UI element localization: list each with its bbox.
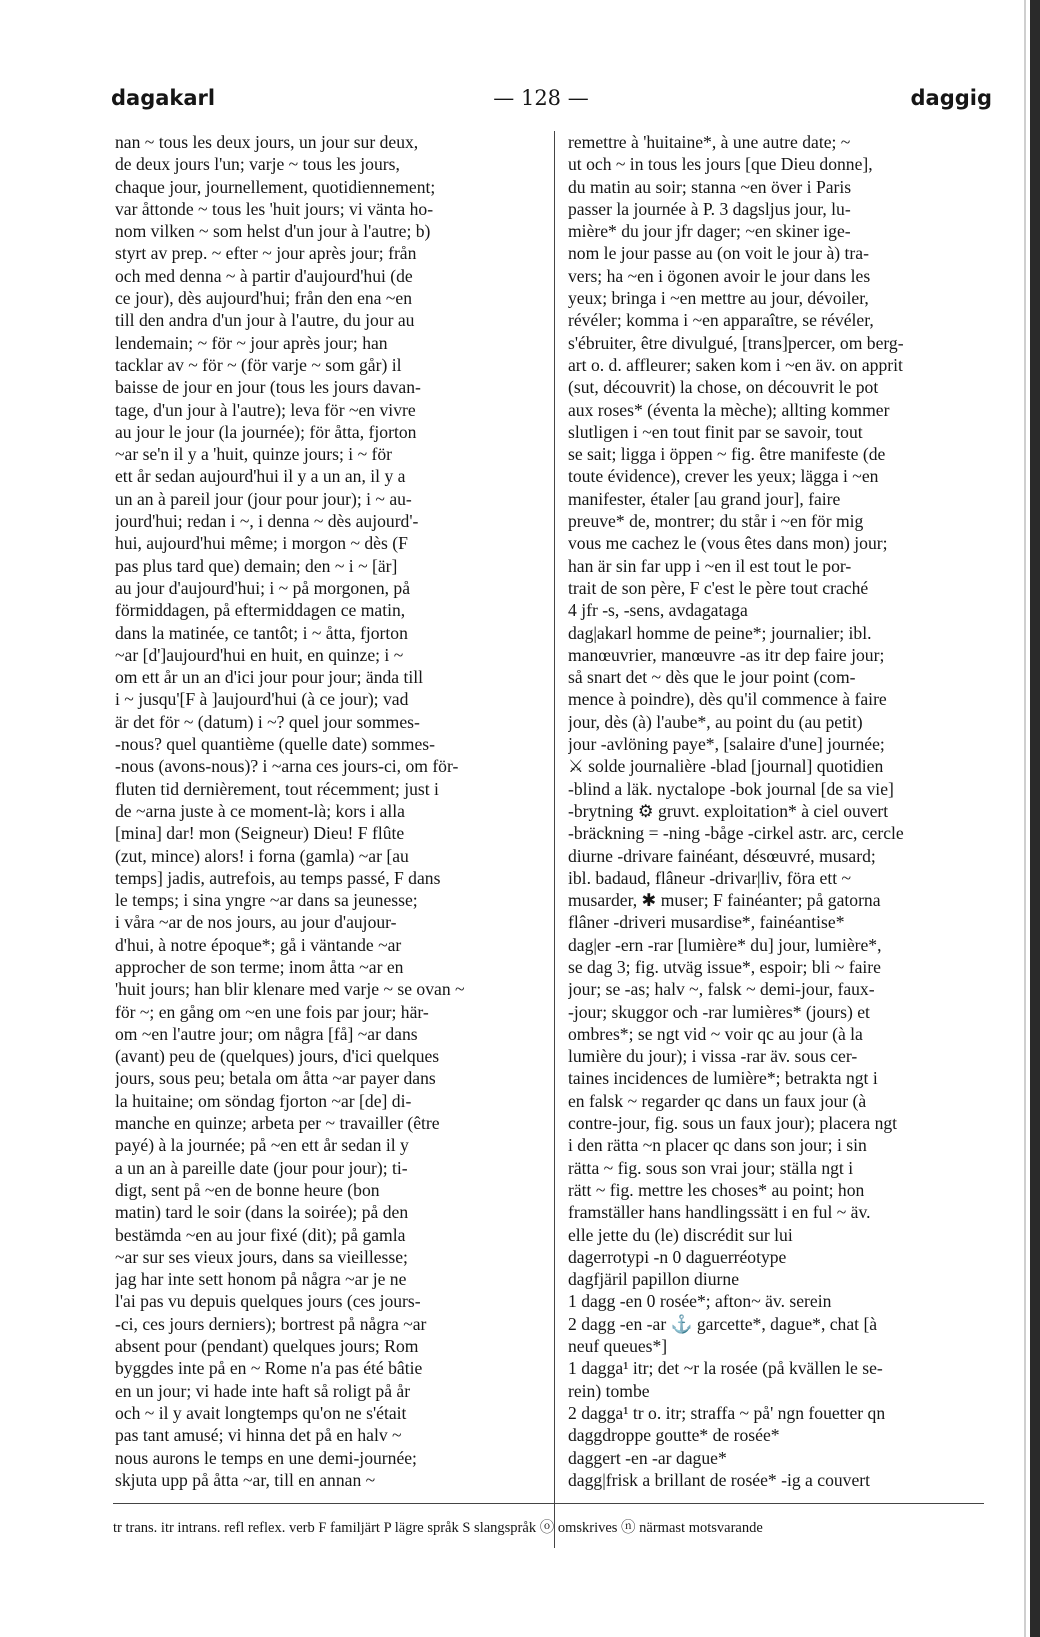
- dictionary-line: -brytning ⚙ gruvt. exploitation* à ciel ouvert: [568, 800, 889, 821]
- dictionary-line: mence à poindre), dès qu'il commence à faire: [568, 689, 887, 710]
- page-number: — 128 —: [493, 86, 589, 110]
- dictionary-line: och ~ il y avait longtemps qu'on ne s'était: [115, 1402, 407, 1423]
- dictionary-line: manifester, étaler [au grand jour], faire: [568, 488, 841, 509]
- dictionary-line: han är sin far upp i ~en il est tout le por-: [568, 555, 852, 576]
- dictionary-line: ombres*; se ngt vid ~ voir qc au jour (à la: [568, 1023, 863, 1044]
- dictionary-line: baisse de jour en jour (tous les jours davan-: [115, 377, 421, 398]
- dictionary-line: s'ébruiter, être divulgué, [trans]percer, om berg-: [568, 332, 904, 353]
- dictionary-line: framställer hans handlingssätt i en ful ~ äv.: [568, 1202, 871, 1223]
- dictionary-line: om ~en l'autre jour; om några [få] ~ar dans: [115, 1023, 418, 1044]
- dictionary-line: ~ar [d']aujourd'hui en huit, en quinze; i ~: [115, 644, 404, 665]
- footer-rule: [113, 1503, 984, 1504]
- dictionary-line: musarder, ✱ muser; F fainéanter; på gatorna: [568, 890, 881, 911]
- dictionary-line: till den andra d'un jour à l'autre, du jour au: [115, 310, 415, 331]
- dictionary-line: flâner -driveri musardise*, fainéantise*: [568, 912, 845, 933]
- dictionary-line: vers; ha ~en i ögonen avoir le jour dans les: [568, 265, 871, 286]
- dictionary-line: du matin au soir; stanna ~en över i Paris: [568, 176, 852, 197]
- dictionary-line: trait de son père, F c'est le père tout craché: [568, 577, 869, 598]
- dictionary-line: l'ai pas vu depuis quelques jours (ces jours-: [115, 1291, 421, 1312]
- dictionary-line: fluten tid dernièrement, tout récemment; just i: [115, 778, 439, 799]
- dictionary-line: i ~ jusqu'[F à ]aujourd'hui (à ce jour); vad: [115, 689, 409, 710]
- dictionary-line: 4 jfr -s, -sens, avdagataga: [568, 600, 748, 621]
- dictionary-line: jours, sous peu; betala om åtta ~ar payer dans: [115, 1068, 436, 1089]
- dictionary-line: dagg|frisk a brillant de rosée* -ig a couvert: [568, 1469, 871, 1490]
- dictionary-line: dagerrotypi -n 0 daguerréotype: [568, 1246, 787, 1267]
- dictionary-line: ⚔ solde journalière -blad [journal] quotidien: [568, 756, 884, 777]
- dictionary-line: om ett år un an d'ici jour pour jour; ända till: [115, 667, 424, 688]
- dictionary-line: dag|er -ern -rar [lumière* du] jour, lumière*,: [568, 934, 882, 955]
- dictionary-line: (avant) peu de (quelques) jours, d'ici quelques: [115, 1046, 440, 1067]
- dictionary-line: chaque jour, journellement, quotidiennement;: [115, 176, 436, 197]
- dictionary-line: hui, aujourd'hui même; i morgon ~ dès (F: [115, 533, 408, 554]
- dictionary-line: tage, d'un jour à l'autre); leva för ~en vivre: [115, 399, 416, 420]
- dictionary-line: och med denna ~ à partir d'aujourd'hui (de: [115, 265, 413, 286]
- dictionary-line: neuf queues*]: [568, 1336, 668, 1357]
- dictionary-line: jour -avlöning paye*, [salaire d'une] journée;: [568, 734, 885, 755]
- dictionary-line: révéler; komma i ~en apparaître, se révéler,: [568, 310, 874, 331]
- dictionary-line: (zut, mince) alors! i forna (gamla) ~ar [au: [115, 845, 409, 866]
- dictionary-line: daggert -en -ar dague*: [568, 1447, 727, 1468]
- dictionary-line: manœuvrier, manœuvre -as itr dep faire jour;: [568, 644, 885, 665]
- dictionary-line: le temps; i sina yngre ~ar dans sa jeunesse;: [115, 890, 418, 911]
- dictionary-line: un an à pareil jour (jour pour jour); i ~ au-: [115, 488, 412, 509]
- dictionary-line: nous aurons le temps en une demi-journée;: [115, 1447, 417, 1468]
- dictionary-line: remettre à 'huitaine*, à une autre date; ~: [568, 132, 851, 152]
- dictionary-line: rätta ~ fig. sous son vrai jour; ställa ngt i: [568, 1157, 854, 1178]
- dictionary-line: [mina] dar! mon (Seigneur) Dieu! F flûte: [115, 823, 405, 844]
- dictionary-line: nan ~ tous les deux jours, un jour sur deux,: [115, 132, 419, 152]
- dictionary-line: payé) à la journée; på ~en ett år sedan il y: [115, 1135, 409, 1156]
- dictionary-line: pas plus tard que) demain; den ~ i ~ [är]: [115, 555, 398, 576]
- dictionary-line: taines incidences de lumière*; betrakta ngt i: [568, 1068, 878, 1089]
- dictionary-line: ut och ~ in tous les jours [que Dieu donne],: [568, 154, 873, 175]
- dictionary-line: skjuta upp på åtta ~ar, till en annan ~: [115, 1469, 376, 1490]
- dictionary-line: contre-jour, fig. sous un faux jour); placera ngt: [568, 1113, 898, 1134]
- dictionary-line: digt, sent på ~en de bonne heure (bon: [115, 1179, 380, 1200]
- dictionary-line: styrt av prep. ~ efter ~ jour après jour; från: [115, 243, 417, 264]
- page-edge: [1030, 0, 1040, 1637]
- dictionary-line: elle jette du (le) discrédit sur lui: [568, 1224, 793, 1245]
- dictionary-line: var åttonde ~ tous les 'huit jours; vi vänta ho-: [115, 198, 434, 219]
- dictionary-line: i våra ~ar de nos jours, au jour d'aujour-: [115, 912, 397, 933]
- dictionary-line: en falsk ~ regarder qc dans un faux jour (à: [568, 1090, 867, 1111]
- dictionary-line: rätt ~ fig. mettre les choses* au point; hon: [568, 1179, 865, 1200]
- dictionary-line: dag|akarl homme de peine*; journalier; ibl.: [568, 622, 872, 643]
- dictionary-line: de ~arna juste à ce moment-là; kors i alla: [115, 800, 405, 821]
- dictionary-line: 1 dagg -en 0 rosée*; afton~ äv. serein: [568, 1291, 832, 1312]
- dictionary-line: au jour d'aujourd'hui; i ~ på morgonen, på: [115, 577, 411, 598]
- dictionary-line: tacklar av ~ för ~ (för varje ~ som går) il: [115, 354, 402, 375]
- running-head-left: dagakarl: [111, 86, 216, 110]
- dictionary-line: art o. d. affleurer; saken kom i ~en äv. on apprit: [568, 354, 903, 375]
- dictionary-line: mière* du jour jfr dager; ~en skiner ige-: [568, 221, 851, 242]
- dictionary-line: -bräckning = -ning -båge -cirkel astr. arc, cercle: [568, 823, 904, 844]
- left-column: [115, 131, 543, 1491]
- dictionary-line: -ci, ces jours derniers); bortrest på några ~ar: [115, 1313, 427, 1334]
- dictionary-line: yeux; bringa i ~en mettre au jour, dévoiler,: [568, 288, 869, 309]
- right-column: [568, 131, 986, 1491]
- dictionary-line: approcher de son terme; inom åtta ~ar en: [115, 956, 404, 977]
- dictionary-line: jour; se -as; halv ~, falsk ~ demi-jour, faux-: [568, 979, 875, 1000]
- dictionary-line: 1 dagga¹ itr; det ~r la rosée (på kvällen le se-: [568, 1358, 883, 1379]
- dictionary-line: ce jour), dès aujourd'hui; från den ena ~en: [115, 288, 413, 309]
- dictionary-line: toute évidence), crever les yeux; lägga i ~en: [568, 466, 879, 487]
- dictionary-line: nom vilken ~ som helst d'un jour à l'autre; b): [115, 221, 431, 242]
- dictionary-line: -nous? quel quantième (quelle date) sommes-: [115, 734, 436, 755]
- dictionary-line: -blind a läk. nyctalope -bok journal [de sa vie]: [568, 778, 894, 799]
- dictionary-line: passer la journée à P. 3 dagsljus jour, lu-: [568, 198, 851, 219]
- dictionary-line: lendemain; ~ för ~ jour après jour; han: [115, 332, 388, 353]
- dictionary-line: är det för ~ (datum) i ~? quel jour sommes-: [115, 711, 420, 732]
- dictionary-line: lumière du jour); i vissa -rar äv. sous cer-: [568, 1046, 858, 1067]
- dictionary-line: nom le jour passe au (on voit le jour à) tra-: [568, 243, 869, 264]
- column-divider: [554, 131, 555, 1548]
- dictionary-line: diurne -drivare fainéant, désœuvré, musard;: [568, 845, 876, 866]
- dictionary-line: de deux jours l'un; varje ~ tous les jours,: [115, 154, 400, 175]
- dictionary-line: absent pour (pendant) quelques jours; Rom: [115, 1336, 419, 1357]
- dictionary-line: aux roses* (éventa la mèche); allting kommer: [568, 399, 890, 420]
- dictionary-line: d'hui, à notre époque*; gå i väntande ~ar: [115, 934, 402, 955]
- dictionary-line: i den rätta ~n placer qc dans son jour; i sin: [568, 1135, 867, 1156]
- dictionary-line: 'huit jours; han blir klenare med varje ~ se ovan ~: [115, 979, 465, 1000]
- dictionary-line: så snart det ~ dès que le jour point (com-: [568, 667, 856, 688]
- dictionary-line: manche en quinze; arbeta per ~ travailler (être: [115, 1113, 440, 1134]
- dictionary-line: au jour le jour (la journée); för åtta, fjorton: [115, 421, 417, 442]
- dictionary-line: slutligen i ~en tout finit par se savoir, tout: [568, 421, 863, 442]
- dictionary-line: 2 dagga¹ tr o. itr; straffa ~ på' ngn fouetter qn: [568, 1402, 886, 1423]
- running-head-right: daggig: [910, 86, 992, 110]
- dictionary-line: förmiddagen, på eftermiddagen ce matin,: [115, 600, 406, 621]
- dictionary-line: se dag 3; fig. utväg issue*, espoir; bli ~ faire: [568, 956, 881, 977]
- page-edge-line: [1024, 0, 1026, 1637]
- dictionary-line: temps] jadis, autrefois, au temps passé, F dans: [115, 867, 441, 888]
- dictionary-line: 2 dagg -en -ar ⚓ garcette*, dague*, chat [à: [568, 1313, 878, 1334]
- dictionary-line: en un jour; vi hade inte haft så roligt på år: [115, 1380, 411, 1401]
- dictionary-line: (sut, découvrit) la chose, on découvrit le pot: [568, 377, 879, 398]
- dictionary-line: jag har inte sett honom på några ~ar je ne: [115, 1269, 407, 1290]
- dictionary-line: -jour; skuggor och -rar lumières* (jours) et: [568, 1001, 870, 1022]
- dictionary-line: ~ar sur ses vieux jours, dans sa vieillesse;: [115, 1246, 408, 1267]
- dictionary-line: ~ar se'n il y a 'huit, quinze jours; i ~ för: [115, 444, 393, 465]
- dictionary-line: a un an à pareille date (jour pour jour); ti-: [115, 1157, 408, 1178]
- dictionary-line: bestämda ~en au jour fixé (dit); på gamla: [115, 1224, 406, 1245]
- dictionary-line: dans la matinée, ce tantôt; i ~ åtta, fjorton: [115, 622, 408, 643]
- dictionary-line: rein) tombe: [568, 1380, 650, 1401]
- dictionary-line: preuve* de, montrer; du står i ~en för mig: [568, 511, 864, 532]
- dictionary-line: -nous (avons-nous)? i ~arna ces jours-ci, om för-: [115, 756, 459, 777]
- dictionary-line: jourd'hui; redan i ~, i denna ~ dès aujourd'-: [115, 511, 419, 532]
- dictionary-line: för ~; en gång om ~en une fois par jour; här-: [115, 1001, 429, 1022]
- dictionary-line: ett år sedan aujourd'hui il y a un an, il y a: [115, 466, 406, 487]
- dictionary-line: matin) tard le soir (dans la soirée); på den: [115, 1202, 409, 1223]
- dictionary-line: ibl. badaud, flâneur -drivar|liv, föra ett ~: [568, 867, 852, 888]
- dictionary-line: daggdroppe goutte* de rosée*: [568, 1425, 780, 1446]
- dictionary-line: byggdes inte på en ~ Rome n'a pas été bâtie: [115, 1358, 423, 1379]
- dictionary-line: se sait; ligga i öppen ~ fig. être manifeste (de: [568, 444, 886, 465]
- dictionary-line: la huitaine; om söndag fjorton ~ar [de] di-: [115, 1090, 412, 1111]
- abbreviation-legend: tr trans. itr intrans. refl reflex. verb F familjärt P lägre språk S slangspråk ⓞ omskrives ⓝ närmast motsvarande: [113, 1520, 763, 1536]
- dictionary-line: jour, dès (à) l'aube*, au point du (au petit): [568, 711, 863, 732]
- dictionary-line: pas tant amusé; vi hinna det på en halv ~: [115, 1425, 402, 1446]
- dictionary-line: dagfjäril papillon diurne: [568, 1269, 739, 1290]
- dictionary-line: vous me cachez le (vous êtes dans mon) jour;: [568, 533, 888, 554]
